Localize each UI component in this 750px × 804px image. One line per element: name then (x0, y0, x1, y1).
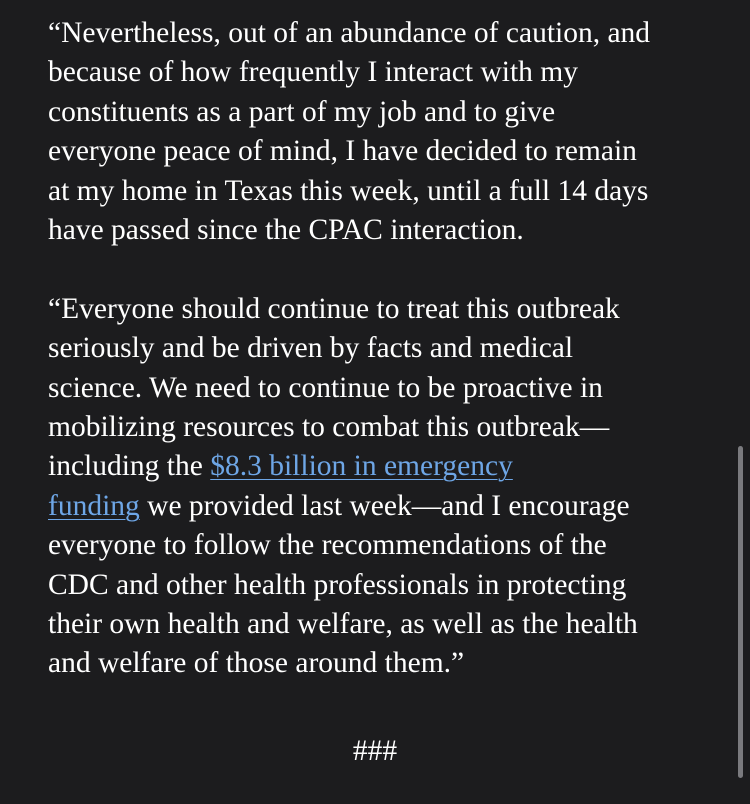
text-line: and welfare of those around them.” (48, 647, 465, 680)
text-line: “Nevertheless, out of an abundance of caution, and (48, 17, 651, 49)
text-line: their own health and welfare, as well as the health (48, 608, 638, 641)
scrollbar-thumb[interactable] (738, 446, 743, 778)
text-line: everyone peace of mind, I have decided to remain (48, 135, 637, 168)
text-line: constituents as a part of my job and to give (48, 95, 556, 128)
text-line: seriously and be driven by facts and medical (48, 332, 574, 365)
text-line: CDC and other health professionals in protecting (48, 568, 627, 601)
article-body (48, 14, 716, 684)
text-line (48, 447, 716, 486)
text-line: mobilizing resources to combat this outbreak— (48, 411, 610, 444)
text-line: because of how frequently I interact with my (48, 56, 578, 89)
line-prefix: including the (48, 450, 211, 483)
emergency-funding-link-continued[interactable]: funding (48, 489, 140, 522)
paragraph-outbreak (48, 290, 716, 684)
end-of-release-mark: ### (352, 735, 398, 767)
line-suffix: we provided last week—and I encourage (139, 489, 630, 522)
text-line (48, 487, 716, 526)
text-line: everyone to follow the recommendations of the (48, 529, 607, 562)
text-line: “Everyone should continue to treat this outbreak (48, 292, 620, 325)
emergency-funding-link[interactable]: $8.3 billion in emergency (210, 450, 513, 483)
text-line: have passed since the CPAC interaction. (48, 214, 524, 247)
paragraph-caution (48, 14, 716, 250)
text-line: at my home in Texas this week, until a full 14 days (48, 174, 649, 207)
text-line: science. We need to continue to be proactive in (48, 371, 603, 404)
